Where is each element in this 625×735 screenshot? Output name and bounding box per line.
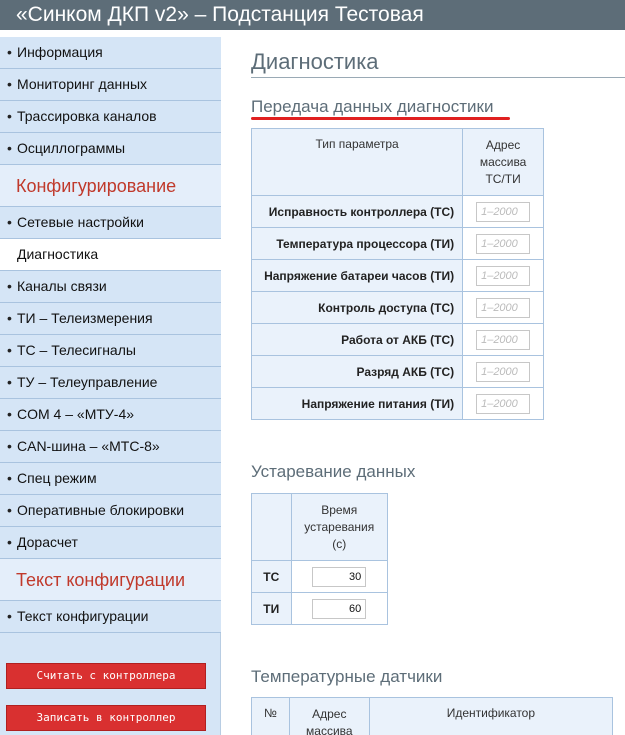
- bullet-icon: •: [7, 310, 12, 326]
- row-label: ТС: [252, 561, 292, 593]
- app-title: «Синком ДКП v2» – Подстанция Тестовая: [16, 3, 424, 26]
- read-from-controller-button[interactable]: Считать с контроллера: [6, 663, 206, 689]
- sidebar-item-label: ТС – Телесигналы: [17, 342, 136, 358]
- addr-cell: [463, 292, 544, 324]
- sidebar-item-channels[interactable]: [0, 271, 221, 303]
- table-row: [252, 388, 544, 420]
- addr-input[interactable]: 1–2000: [476, 298, 530, 318]
- bullet-icon: •: [7, 502, 12, 518]
- sidebar-item-label: ТИ – Телеизмерения: [17, 310, 153, 326]
- addr-input[interactable]: 1–2000: [476, 202, 530, 222]
- bullet-icon: •: [7, 406, 12, 422]
- aging-ts-input[interactable]: 30: [312, 567, 366, 587]
- col-param-header: [252, 129, 463, 196]
- sidebar: [0, 37, 221, 735]
- sidebar-item-label: Трассировка каналов: [17, 108, 157, 124]
- addr-input[interactable]: 1–2000: [476, 266, 530, 286]
- sidebar-item-label: ТУ – Телеуправление: [17, 374, 158, 390]
- sidebar-item-label: Диагностика: [17, 246, 99, 262]
- main-content: [221, 37, 625, 735]
- bullet-icon: •: [7, 108, 12, 124]
- sidebar-item-diagnostics[interactable]: [0, 239, 221, 271]
- sidebar-item-ts[interactable]: [0, 335, 221, 367]
- sidebar-item-tracing[interactable]: [0, 101, 221, 133]
- col-id-header: [369, 698, 612, 735]
- addr-input[interactable]: 1–2000: [476, 362, 530, 382]
- bullet-icon: •: [7, 140, 12, 156]
- temp-table: [251, 697, 613, 735]
- addr-cell: [463, 388, 544, 420]
- table-row: [252, 593, 388, 625]
- col-param-label: Тип параметра: [315, 137, 399, 151]
- aging-col-label-2: устаревания: [304, 520, 375, 534]
- col-num-label: №: [264, 706, 277, 720]
- value-cell: [291, 561, 387, 593]
- sidebar-item-monitoring[interactable]: [0, 69, 221, 101]
- bullet-icon: •: [7, 534, 12, 550]
- table-header-row: [252, 494, 388, 561]
- sidebar-item-config-text[interactable]: [0, 601, 221, 633]
- aging-table: [251, 493, 388, 625]
- sidebar-item-label: Каналы связи: [17, 278, 107, 294]
- temp-section-title: Температурные датчики: [251, 667, 443, 686]
- app-header: [0, 0, 625, 30]
- page-title: Диагностика: [251, 49, 379, 74]
- addr-cell: [463, 260, 544, 292]
- diag-section-title: Передача данных диагностики: [251, 97, 494, 116]
- aging-col-header: [291, 494, 387, 561]
- row-label: Контроль доступа (ТС): [252, 292, 463, 324]
- col-addr-label-3: ТС/ТИ: [485, 172, 521, 186]
- write-to-controller-button[interactable]: Записать в контроллер: [6, 705, 206, 731]
- row-label: ТИ: [252, 593, 292, 625]
- col-addr-label-2: массива: [479, 155, 527, 169]
- col-addr-label-1: Адрес: [312, 707, 347, 721]
- bullet-icon: •: [7, 76, 12, 92]
- addr-input[interactable]: 1–2000: [476, 394, 530, 414]
- row-label: Температура процессора (ТИ): [252, 228, 463, 260]
- bullet-icon: •: [7, 470, 12, 486]
- bullet-icon: •: [7, 608, 12, 624]
- aging-corner-cell: [252, 494, 292, 561]
- sidebar-item-label: CAN-шина – «МТС-8»: [17, 438, 160, 454]
- col-addr-header: [289, 698, 369, 735]
- aging-section-title: Устаревание данных: [251, 462, 416, 481]
- col-id-label: Идентификатор: [446, 706, 536, 720]
- table-row: [252, 260, 544, 292]
- col-addr-label-2: массива: [306, 724, 353, 735]
- bullet-icon: •: [7, 342, 12, 358]
- diag-table: [251, 128, 544, 420]
- sidebar-item-tu[interactable]: [0, 367, 221, 399]
- bullet-icon: •: [7, 374, 12, 390]
- table-row: [252, 292, 544, 324]
- sidebar-item-can[interactable]: [0, 431, 221, 463]
- addr-cell: [463, 356, 544, 388]
- section-underline: [251, 117, 510, 120]
- sidebar-item-label: Спец режим: [17, 470, 97, 486]
- aging-col-label-1: Время: [321, 503, 358, 517]
- row-label: Исправность контроллера (ТС): [252, 196, 463, 228]
- table-header-row: [252, 698, 613, 735]
- sidebar-item-label: COM 4 – «МТУ-4»: [17, 406, 135, 422]
- row-label: Разряд АКБ (ТС): [252, 356, 463, 388]
- sidebar-item-com4[interactable]: [0, 399, 221, 431]
- sidebar-item-interlocks[interactable]: [0, 495, 221, 527]
- title-divider: [251, 77, 625, 78]
- value-cell: [291, 593, 387, 625]
- table-header-row: [252, 129, 544, 196]
- bullet-icon: •: [7, 278, 12, 294]
- sidebar-item-calculation[interactable]: [0, 527, 221, 559]
- table-row: [252, 228, 544, 260]
- row-label: Напряжение батареи часов (ТИ): [252, 260, 463, 292]
- addr-input[interactable]: 1–2000: [476, 234, 530, 254]
- sidebar-section-config-text: Текст конфигурации: [0, 559, 221, 601]
- col-addr-label-1: Адрес: [485, 138, 521, 152]
- sidebar-item-label: Оперативные блокировки: [17, 502, 185, 518]
- table-row: [252, 324, 544, 356]
- sidebar-item-label: Осциллограммы: [17, 140, 126, 156]
- aging-ti-input[interactable]: 60: [312, 599, 366, 619]
- table-row: [252, 196, 544, 228]
- sidebar-item-label: Текст конфигурации: [17, 608, 149, 624]
- table-row: [252, 561, 388, 593]
- addr-cell: [463, 228, 544, 260]
- bullet-icon: •: [7, 44, 12, 60]
- bullet-icon: •: [7, 438, 12, 454]
- sidebar-item-ti[interactable]: [0, 303, 221, 335]
- addr-cell: [463, 324, 544, 356]
- row-label: Работа от АКБ (ТС): [252, 324, 463, 356]
- sidebar-item-label: Мониторинг данных: [17, 76, 148, 92]
- sidebar-item-special-mode[interactable]: [0, 463, 221, 495]
- sidebar-item-info[interactable]: [0, 37, 221, 69]
- sidebar-section-configuration: Конфигурирование: [0, 165, 221, 207]
- addr-input[interactable]: 1–2000: [476, 330, 530, 350]
- sidebar-item-label: Дорасчет: [17, 534, 78, 550]
- sidebar-item-network[interactable]: [0, 207, 221, 239]
- bullet-icon: •: [7, 214, 12, 230]
- col-num-header: [252, 698, 290, 735]
- row-label: Напряжение питания (ТИ): [252, 388, 463, 420]
- col-addr-header: [463, 129, 544, 196]
- sidebar-item-label: Информация: [17, 44, 103, 60]
- sidebar-item-oscillograms[interactable]: [0, 133, 221, 165]
- sidebar-item-label: Сетевые настройки: [17, 214, 144, 230]
- table-row: [252, 356, 544, 388]
- aging-col-label-3: (с): [332, 537, 347, 551]
- addr-cell: [463, 196, 544, 228]
